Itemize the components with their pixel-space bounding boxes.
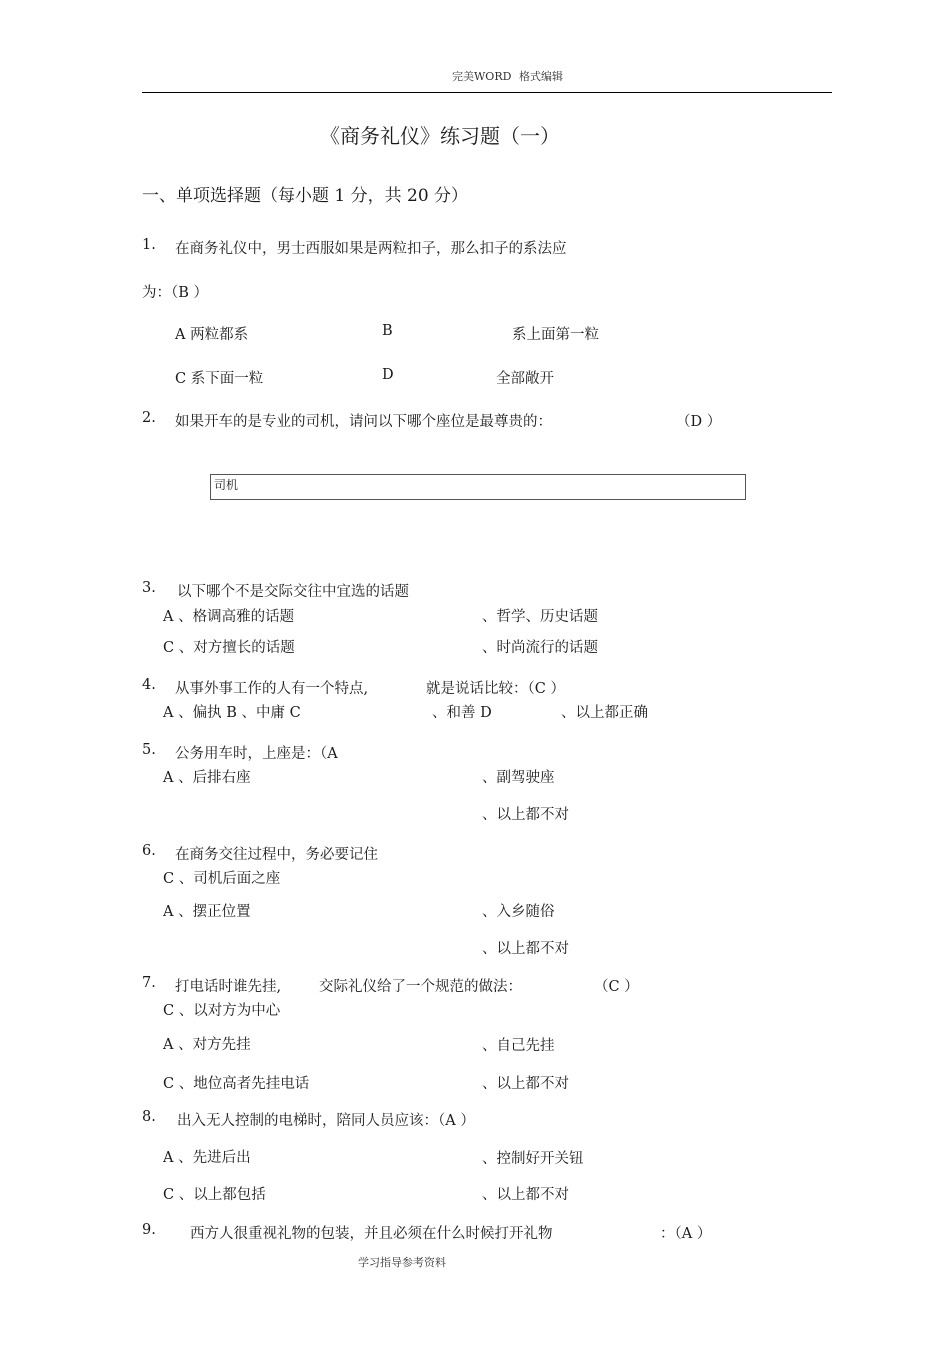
q1-continuation: 为：（B ） <box>142 285 209 301</box>
q9-number: 9. <box>142 1222 156 1238</box>
q5-number: 5. <box>142 742 156 758</box>
q3-option-b: 、哲学、历史话题 <box>482 609 598 625</box>
q8-option-c: C 、以上都包括 <box>163 1187 266 1203</box>
q7-option-c: C 、地位高者先挂电话 <box>163 1076 310 1092</box>
q5-option-d: 、以上都不对 <box>482 807 569 823</box>
q7-option-b: 、自己先挂 <box>482 1038 555 1054</box>
q1-option-c: C 系下面一粒 <box>175 371 264 387</box>
q7-text-2: 交际礼仪给了一个规范的做法： <box>319 979 522 995</box>
q6-option-b: 、入乡随俗 <box>482 904 555 920</box>
q1-option-a: A 两粒都系 <box>175 327 249 343</box>
q4-text: 从事外事工作的人有一个特点, <box>175 681 369 697</box>
q6-number: 6. <box>142 843 156 859</box>
document-title: 《商务礼仪》练习题（一） <box>320 124 560 148</box>
q5-text: 公务用车时，上座是：（A <box>175 746 338 762</box>
q2-number: 2. <box>142 410 156 426</box>
q3-option-c: C 、对方擅长的话题 <box>163 640 295 656</box>
q3-option-d: 、时尚流行的话题 <box>482 640 598 656</box>
q4-text-2: 就是说话比较：（C ） <box>426 681 565 697</box>
q9-answer: ：（A ） <box>660 1226 712 1242</box>
q8-option-d: 、以上都不对 <box>482 1187 569 1203</box>
q7-text: 打电话时谁先挂, <box>175 979 282 995</box>
q1-option-d-text: 全部敞开 <box>496 371 554 387</box>
q3-number: 3. <box>142 580 156 596</box>
q6-text: 在商务交往过程中，务必要记住 <box>175 847 378 863</box>
header-rule <box>142 92 832 93</box>
q5-option-b: 、副驾驶座 <box>482 770 555 786</box>
q5-option-a: A 、后排右座 <box>163 770 251 786</box>
q1-option-d-letter: D <box>382 367 394 383</box>
q4-options-cd: 、和善 D <box>432 705 492 721</box>
q3-option-a: A 、格调高雅的话题 <box>163 609 295 625</box>
q3-text: 以下哪个不是交际交往中宜选的话题 <box>177 584 409 600</box>
q7-number: 7. <box>142 975 156 991</box>
header-left: 完美WORD <box>452 70 512 83</box>
q6-option-c: C 、司机后面之座 <box>163 871 281 887</box>
q1-option-b-letter: B <box>382 323 393 339</box>
q8-option-a: A 、先进后出 <box>163 1150 251 1166</box>
q1-text: 在商务礼仪中，男士西服如果是两粒扣子，那么扣子的系法应 <box>175 241 567 257</box>
q8-number: 8. <box>142 1109 156 1125</box>
q7-option-a: A 、对方先挂 <box>163 1037 251 1053</box>
q8-option-b: 、控制好开关钮 <box>482 1151 584 1167</box>
q7-option-d: 、以上都不对 <box>482 1076 569 1092</box>
q6-option-d: 、以上都不对 <box>482 941 569 957</box>
driver-label: 司机 <box>214 478 239 492</box>
q4-option-d: 、以上都正确 <box>561 705 648 721</box>
footer-text: 学习指导参考资料 <box>358 1256 446 1269</box>
q6-option-a: A 、摆正位置 <box>163 904 251 920</box>
driver-seat-box <box>210 474 746 500</box>
q2-answer: （D ） <box>676 414 722 430</box>
q2-text: 如果开车的是专业的司机，请问以下哪个座位是最尊贵的： <box>175 414 552 430</box>
q8-text: 出入无人控制的电梯时，陪同人员应该：（A ） <box>177 1113 475 1129</box>
q9-text: 西方人很重视礼物的包装，并且必须在什么时候打开礼物 <box>190 1226 553 1242</box>
q1-number: 1. <box>142 237 156 253</box>
header-right: 格式编辑 <box>519 70 563 83</box>
section-heading: 一、单项选择题（每小题 1 分，共 20 分） <box>142 186 469 206</box>
q4-number: 4. <box>142 677 156 693</box>
q7-answer: （C ） <box>594 979 639 995</box>
q1-option-b-text: 系上面第一粒 <box>512 327 599 343</box>
q4-options-abc: A 、偏执 B 、中庸 C <box>163 705 301 721</box>
q7-option-c-extra: C 、以对方为中心 <box>163 1003 281 1019</box>
